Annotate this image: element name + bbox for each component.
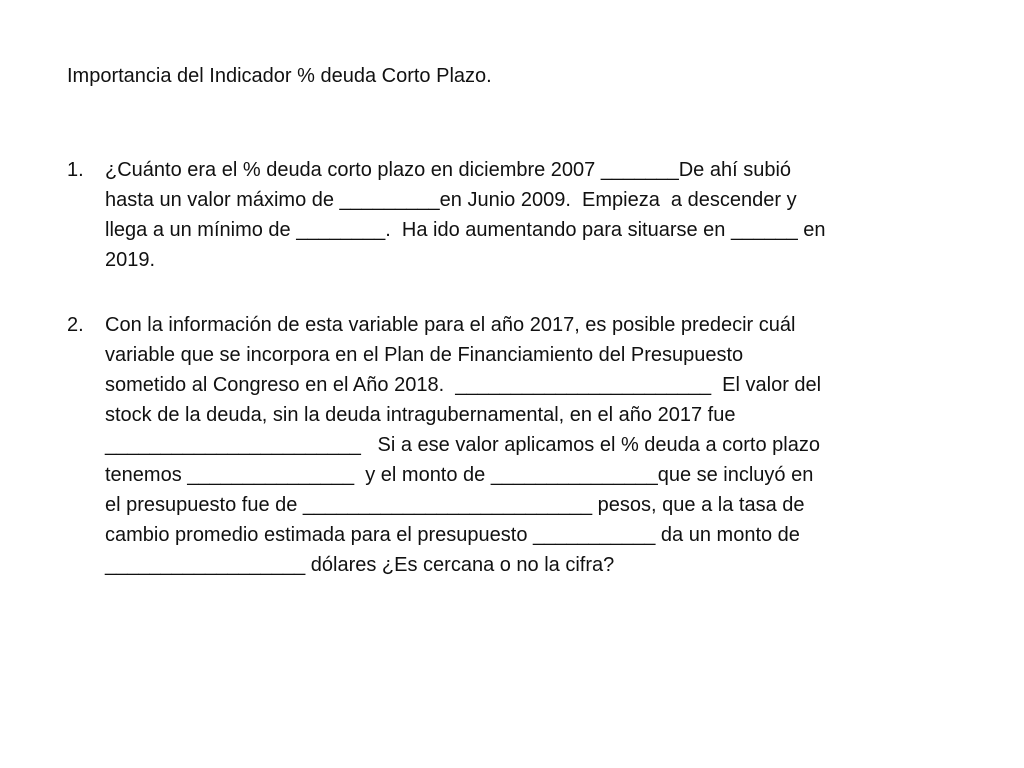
slide-title: Importancia del Indicador % deuda Corto Plazo. [67,65,492,87]
question-text [105,155,967,275]
question-line: sometido al Congreso en el Año 2018. _______________________ El valor del [105,374,822,396]
question-line: llega a un mínimo de ________. Ha ido aumentando para situarse en ______ en [105,219,826,241]
question-line: cambio promedio estimada para el presupuesto ___________ da un monto de [105,524,800,546]
question-line: tenemos _______________ y el monto de _______________que se incluyó en [105,464,814,486]
question-line: __________________ dólares ¿Es cercana o no la cifra? [105,554,615,576]
question-number: 1. [67,159,84,181]
question-line: Con la información de esta variable para el año 2017, es posible predecir cuál [105,314,796,336]
question-number: 2. [67,314,84,336]
question-line: hasta un valor máximo de _________en Junio 2009. Empieza a descender y [105,189,797,211]
question-line: 2019. [105,249,156,271]
question-text [105,310,967,580]
question-line: el presupuesto fue de __________________________ pesos, que a la tasa de [105,494,805,516]
question-line: _______________________ Si a ese valor aplicamos el % deuda a corto plazo [105,434,820,456]
question-line: ¿Cuánto era el % deuda corto plazo en diciembre 2007 _______De ahí subió [105,159,792,181]
question-line: stock de la deuda, sin la deuda intragubernamental, en el año 2017 fue [105,404,736,426]
question-line: variable que se incorpora en el Plan de Financiamiento del Presupuesto [105,344,744,366]
